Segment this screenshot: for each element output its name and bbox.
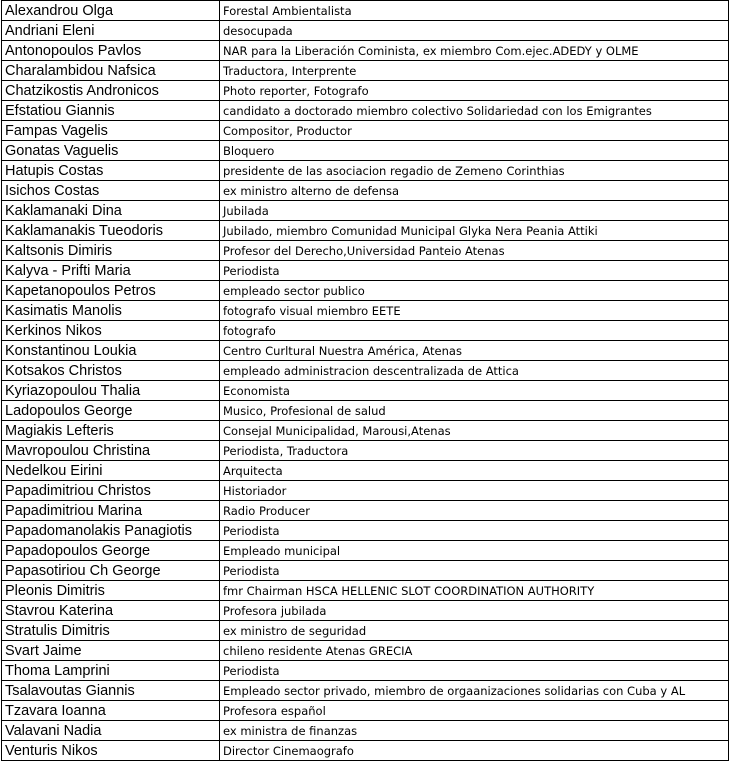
name-cell: Kerkinos Nikos <box>2 321 220 341</box>
name-cell: Kaltsonis Dimiris <box>2 241 220 261</box>
signatories-table <box>1 0 729 761</box>
table-row <box>2 521 729 541</box>
table-row <box>2 281 729 301</box>
role-cell: ex ministro de seguridad <box>220 621 729 641</box>
table-row <box>2 461 729 481</box>
name-cell: Magiakis Lefteris <box>2 421 220 441</box>
role-cell: Jubilada <box>220 201 729 221</box>
table-row <box>2 61 729 81</box>
name-cell: Venturis Nikos <box>2 741 220 761</box>
table-row <box>2 101 729 121</box>
name-cell: Chatzikostis Andronicos <box>2 81 220 101</box>
role-cell: Economista <box>220 381 729 401</box>
role-cell: Periodista <box>220 661 729 681</box>
name-cell: Kasimatis Manolis <box>2 301 220 321</box>
role-cell: ex ministra de finanzas <box>220 721 729 741</box>
name-cell: Kalyva - Prifti Maria <box>2 261 220 281</box>
name-cell: Ladopoulos George <box>2 401 220 421</box>
table-row <box>2 181 729 201</box>
role-cell: Jubilado, miembro Comunidad Municipal Glyka Nera Peania Attiki <box>220 221 729 241</box>
role-cell: empleado sector publico <box>220 281 729 301</box>
table-row <box>2 661 729 681</box>
table-row <box>2 341 729 361</box>
name-cell: Stavrou Katerina <box>2 601 220 621</box>
name-cell: Isichos Costas <box>2 181 220 201</box>
table-row <box>2 741 729 761</box>
table-row <box>2 421 729 441</box>
table-body <box>2 1 729 761</box>
role-cell: Radio Producer <box>220 501 729 521</box>
role-cell: empleado administracion descentralizada de Attica <box>220 361 729 381</box>
table-row <box>2 361 729 381</box>
name-cell: Andriani Eleni <box>2 21 220 41</box>
name-cell: Papadomanolakis Panagiotis <box>2 521 220 541</box>
role-cell: ex ministro alterno de defensa <box>220 181 729 201</box>
name-cell: Kyriazopoulou Thalia <box>2 381 220 401</box>
name-cell: Nedelkou Eirini <box>2 461 220 481</box>
table-row <box>2 581 729 601</box>
role-cell: NAR para la Liberación Cominista, ex miembro Com.ejec.ADEDY y OLME <box>220 41 729 61</box>
table-row <box>2 301 729 321</box>
table-row <box>2 721 729 741</box>
name-cell: Kapetanopoulos Petros <box>2 281 220 301</box>
role-cell: Profesor del Derecho,Universidad Panteio Atenas <box>220 241 729 261</box>
table-row <box>2 121 729 141</box>
role-cell: Consejal Municipalidad, Marousi,Atenas <box>220 421 729 441</box>
name-cell: Kaklamanaki Dina <box>2 201 220 221</box>
role-cell: Profesora jubilada <box>220 601 729 621</box>
table-row <box>2 381 729 401</box>
role-cell: presidente de las asociacion regadio de Zemeno Corinthias <box>220 161 729 181</box>
role-cell: Musico, Profesional de salud <box>220 401 729 421</box>
name-cell: Antonopoulos Pavlos <box>2 41 220 61</box>
table-row <box>2 681 729 701</box>
name-cell: Kotsakos Christos <box>2 361 220 381</box>
role-cell: Bloquero <box>220 141 729 161</box>
table-row <box>2 621 729 641</box>
role-cell: Periodista <box>220 261 729 281</box>
role-cell: Photo reporter, Fotografo <box>220 81 729 101</box>
name-cell: Pleonis Dimitris <box>2 581 220 601</box>
table-row <box>2 501 729 521</box>
name-cell: Charalambidou Nafsica <box>2 61 220 81</box>
table-row <box>2 441 729 461</box>
role-cell: Arquitecta <box>220 461 729 481</box>
table-row <box>2 41 729 61</box>
role-cell: Periodista, Traductora <box>220 441 729 461</box>
table-row <box>2 141 729 161</box>
role-cell: Centro Curltural Nuestra América, Atenas <box>220 341 729 361</box>
role-cell: Director Cinemaografo <box>220 741 729 761</box>
table-row <box>2 561 729 581</box>
table-row <box>2 81 729 101</box>
role-cell: Historiador <box>220 481 729 501</box>
name-cell: Papadimitriou Christos <box>2 481 220 501</box>
table-row <box>2 201 729 221</box>
table-row <box>2 321 729 341</box>
table-row <box>2 401 729 421</box>
name-cell: Tzavara Ioanna <box>2 701 220 721</box>
role-cell: desocupada <box>220 21 729 41</box>
role-cell: Profesora español <box>220 701 729 721</box>
name-cell: Alexandrou Olga <box>2 1 220 21</box>
table-row <box>2 161 729 181</box>
table-row <box>2 701 729 721</box>
name-cell: Kaklamanakis Tueodoris <box>2 221 220 241</box>
role-cell: Periodista <box>220 521 729 541</box>
table-row <box>2 641 729 661</box>
table-row <box>2 1 729 21</box>
name-cell: Valavani Nadia <box>2 721 220 741</box>
name-cell: Fampas Vagelis <box>2 121 220 141</box>
role-cell: Traductora, Interprente <box>220 61 729 81</box>
name-cell: Mavropoulou Christina <box>2 441 220 461</box>
role-cell: fotografo <box>220 321 729 341</box>
name-cell: Gonatas Vaguelis <box>2 141 220 161</box>
role-cell: Empleado sector privado, miembro de orgaanizaciones solidarias con Cuba y AL <box>220 681 729 701</box>
name-cell: Papadopoulos George <box>2 541 220 561</box>
role-cell: fotografo visual miembro EETE <box>220 301 729 321</box>
name-cell: Tsalavoutas Giannis <box>2 681 220 701</box>
role-cell: Forestal Ambientalista <box>220 1 729 21</box>
role-cell: candidato a doctorado miembro colectivo Solidariedad con los Emigrantes <box>220 101 729 121</box>
table-row <box>2 481 729 501</box>
table-row <box>2 221 729 241</box>
role-cell: Empleado municipal <box>220 541 729 561</box>
role-cell: Periodista <box>220 561 729 581</box>
name-cell: Konstantinou Loukia <box>2 341 220 361</box>
role-cell: fmr Chairman HSCA HELLENIC SLOT COORDINATION AUTHORITY <box>220 581 729 601</box>
role-cell: chileno residente Atenas GRECIA <box>220 641 729 661</box>
table-row <box>2 261 729 281</box>
name-cell: Svart Jaime <box>2 641 220 661</box>
name-cell: Papasotiriou Ch George <box>2 561 220 581</box>
role-cell: Compositor, Productor <box>220 121 729 141</box>
table-row <box>2 21 729 41</box>
name-cell: Thoma Lamprini <box>2 661 220 681</box>
name-cell: Stratulis Dimitris <box>2 621 220 641</box>
name-cell: Efstatiou Giannis <box>2 101 220 121</box>
table-row <box>2 241 729 261</box>
name-cell: Papadimitriou Marina <box>2 501 220 521</box>
name-cell: Hatupis Costas <box>2 161 220 181</box>
table-row <box>2 601 729 621</box>
table-row <box>2 541 729 561</box>
